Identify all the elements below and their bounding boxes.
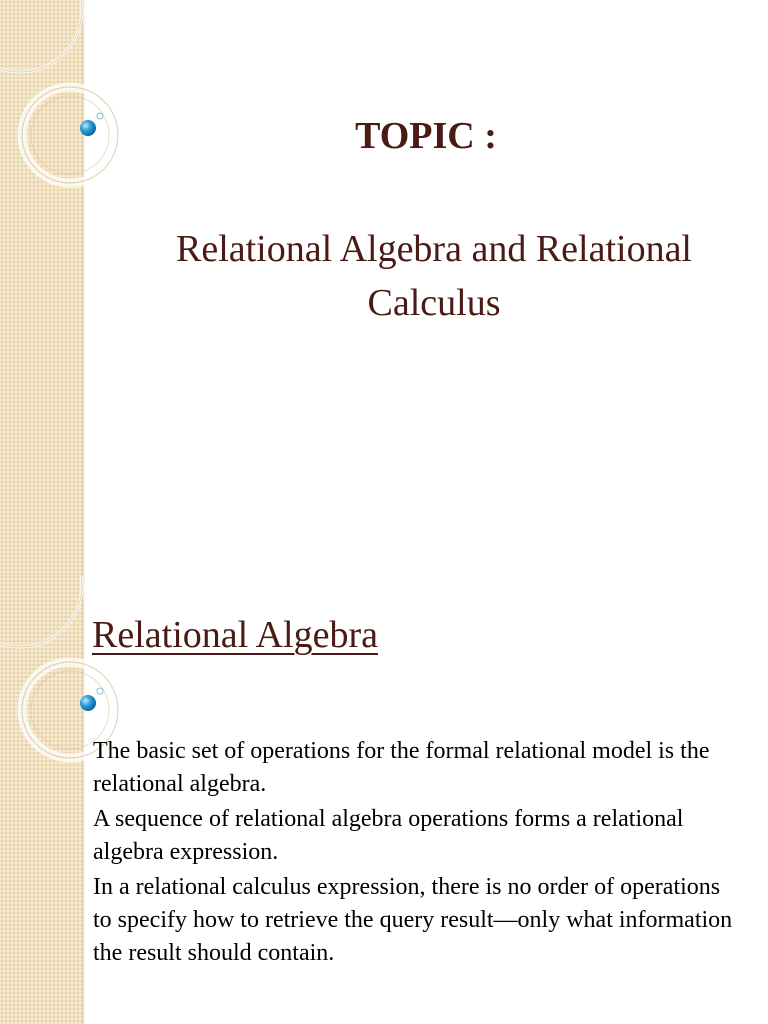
list-item: A sequence of relational algebra operations forms a relational algebra expression. (93, 806, 684, 865)
list-item: In a relational calculus expression, there is no order of operations to specify how to retrieve the query result—only what information the result should contain. (93, 874, 733, 966)
blue-bead-icon (80, 695, 96, 711)
decorative-rings-icon (0, 0, 130, 200)
topic-title-line-1: Relational Algebra and Relational (175, 228, 692, 270)
topic-heading: TOPIC : (355, 115, 497, 157)
section-title: Relational Algebra (92, 614, 378, 656)
slide-relational-algebra (0, 575, 768, 1024)
bullet-list (93, 735, 733, 972)
list-item: The basic set of operations for the formal relational model is the relational algebra. (93, 738, 710, 797)
topic-title (100, 222, 768, 330)
topic-title-line-2: Calculus (367, 282, 501, 324)
